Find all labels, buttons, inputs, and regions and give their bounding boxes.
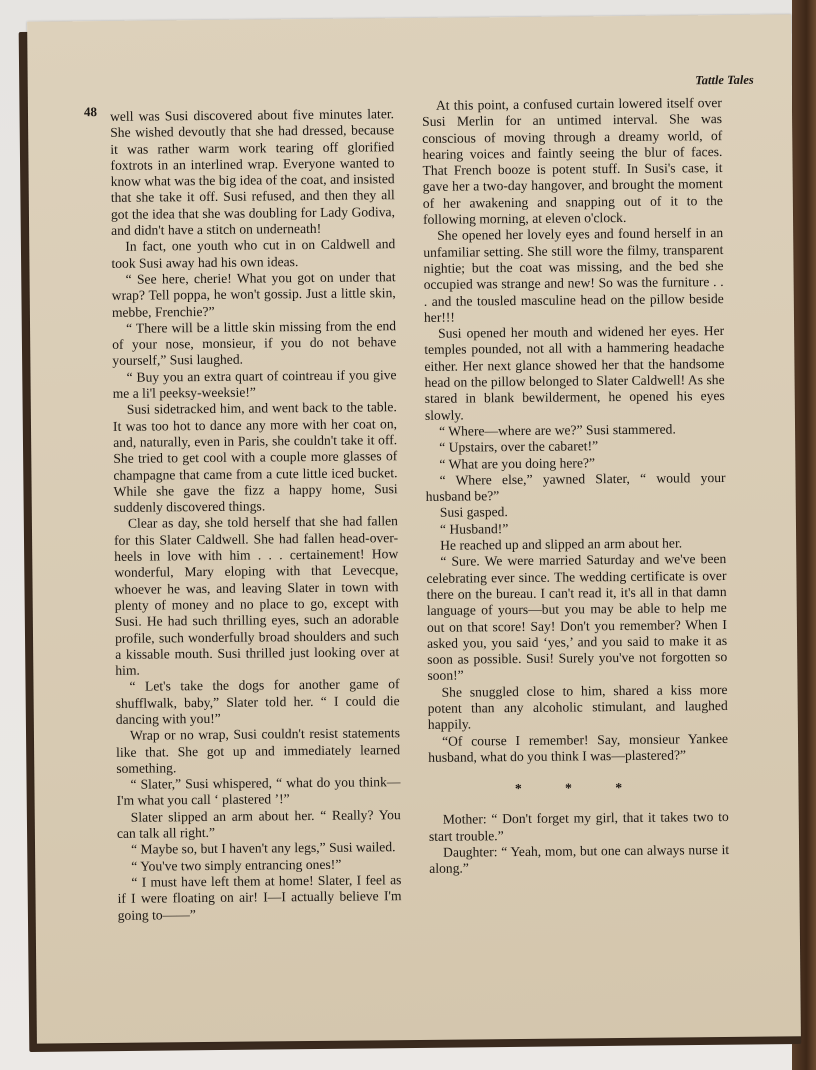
paragraph: “ Let's take the dogs for another game of shufflwalk, baby,” Slater told her. “ I could die dancing with you!” (115, 676, 400, 727)
paragraph: Susi gasped. (439, 504, 508, 521)
paragraph: “ Husband!” (439, 520, 509, 537)
paragraph: “ What are you doing here?” (439, 454, 596, 472)
section-separator: * * * (514, 779, 643, 797)
left-column (110, 106, 402, 924)
paragraph: “Of course I remember! Say, monsieur Yankee husband, what do you think I was—plastered?” (428, 730, 729, 765)
running-head: Tattle Tales (695, 72, 754, 88)
joke-daughter-line: Daughter: “ Yeah, mom, but one can always nurse it along.” (429, 842, 730, 877)
joke-mother-line: Mother: “ Don't forget my girl, that it takes two to start trouble.” (428, 809, 729, 844)
paragraph: “ You've two simply entrancing ones!” (131, 856, 342, 874)
paragraph: “ See here, cherie! What you got on under that wrap? Tell poppa, he won't gossip. Just a little skin, mebbe, Frenchie?” (111, 269, 396, 320)
paragraph: “ Sure. We were married Saturday and we've been celebrating ever since. The wedding certificate is over there on the bureau. I can't read it, it's all in that damn language of yours—but you may be able to help me out on that score! Say! Don't you remember? When I asked you, you said ‘yes,’ and you said to make it as soon as possible. Susi! Surely you've not forgotten so soon!” (426, 551, 728, 684)
paragraph: Susi sidetracked him, and went back to the table. It was too hot to dance any more with her coat on, and, naturally, even in Paris, she couldn't take it off. She tried to get cool with a couple more glasses of champagne that came from a cute little iced bucket. While she gave the fizz a happy home, Susi suddenly discovered things. (112, 399, 398, 516)
paragraph: Susi opened her mouth and widened her eyes. Her temples pounded, not all with a hammering headache either. Her next glance showed her that the handsome head on the pillow belonged to Slater Caldwell! As she stared in blank bewilderment, he opened his eyes slowly. (424, 323, 725, 423)
paragraph: “ Where—where are we?” Susi stammered. (438, 421, 676, 439)
magazine-page (27, 14, 801, 1043)
paragraph: In fact, one youth who cut in on Caldwell and took Susi away had his own ideas. (111, 236, 396, 271)
paragraph: “ I must have left them at home! Slater, I feel as if I were floating on air! I—I actually believe I'm going to——” (117, 872, 402, 923)
paragraph: well was Susi discovered about five minutes later. She wished devoutly that she had dressed, because it was rather warm work tearing off glorified foxtrots in an interlined wrap. Everyone wanted to know what was the big idea of the coat, and insisted that she take it off. Susi refused, and then they all got the idea that she was doubling for Lady Godiva, and didn't have a stitch on underneath! (109, 106, 396, 238)
paragraph: “ Upstairs, over the cabaret!” (439, 438, 599, 455)
right-column (422, 95, 729, 878)
paragraph: “ Where else,” yawned Slater, “ would your husband be?” (425, 469, 726, 505)
page-number: 48 (83, 104, 98, 120)
paragraph: He reached up and slipped an arm about her. (440, 535, 683, 553)
paragraph: Slater slipped an arm about her. “ Really? You can talk all right.” (116, 806, 401, 841)
paragraph: “ There will be a little skin missing from the end of your nose, monsieur, if you do not behave yourself,” Susi laughed. (112, 318, 397, 369)
paragraph: “ Buy you an extra quart of cointreau if you give me a li'l peeksy-weeksie!” (112, 366, 397, 401)
paragraph: “ Slater,” Susi whispered, “ what do you think—I'm what you call ‘ plastered ’!” (116, 774, 401, 809)
paragraph: She opened her lovely eyes and found herself in an unfamiliar setting. She still wore the filmy, transparent nightie; but the coat was missing, and the bed she occupied was strange and new! So was the furniture . . . and the tousled masculine head on the pillow beside her!!! (423, 225, 724, 325)
paragraph: “ Maybe so, but I haven't any legs,” Susi wailed. (130, 839, 396, 858)
paragraph: Clear as day, she told herself that she had fallen for this Slater Caldwell. She had fallen head-over-heels in love with him . . . certainement! How wonderful, Mary eloping with that Levecque, whoever he was, and leaving Slater in town with plenty of money and no place to go, except with Susi. He had such thrilling eyes, such an adorable profile, such wonderfully broad shoulders and such a kissable mouth. Susi thrilled just looking over at him. (114, 513, 400, 678)
paragraph: At this point, a confused curtain lowered itself over Susi Merlin for an untimed interval. She was conscious of moving through a dreamy world, of hearing voices and faintly seeing the blur of faces. That French booze is potent stuff. In Susi's case, it gave her a two-day hangover, and brought the moment of her awakening and snapping out of it to the following morning, at eleven o'clock. (422, 95, 723, 227)
paragraph: Wrap or no wrap, Susi couldn't resist statements like that. She got up and immediately learned something. (116, 725, 401, 776)
paragraph: She snuggled close to him, shared a kiss more potent than any alcoholic stimulant, and laughed happily. (427, 681, 728, 733)
